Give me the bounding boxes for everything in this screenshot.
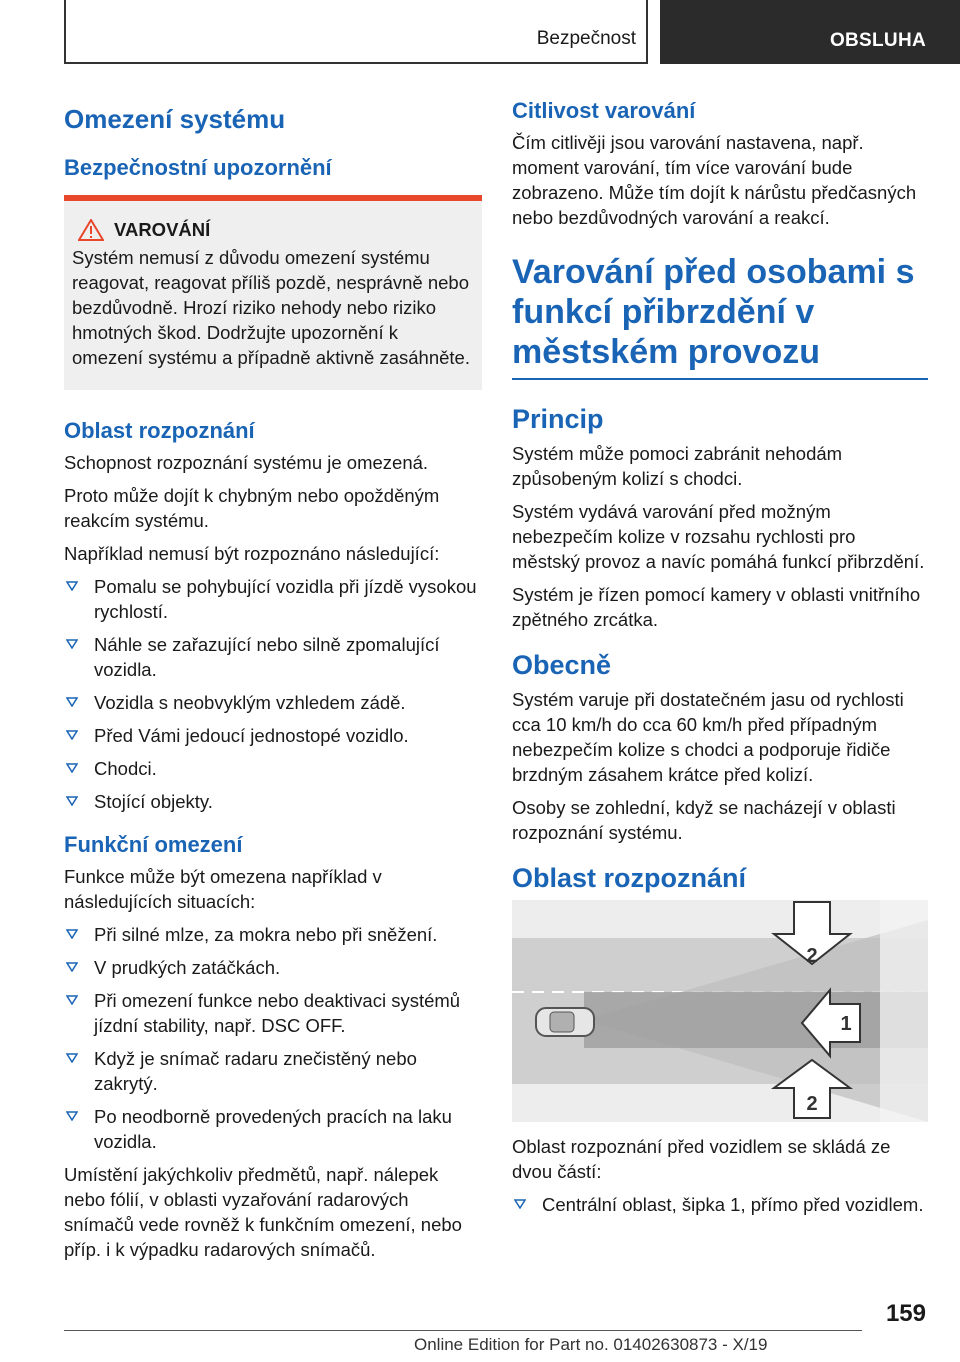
heading-functional-limits: Funkční omezení (64, 832, 243, 857)
right-column (512, 98, 928, 1225)
footer-divider (64, 1330, 862, 1331)
triangle-bullet-icon (66, 639, 78, 649)
triangle-bullet-icon (66, 1111, 78, 1121)
detection-area-figure (512, 900, 928, 1122)
warning-text: Systém nemusí z důvodu omezení systému reagovat, reagovat příliš pozdě, nesprávně nebo bezdůvodně. Hrozí riziko nehody nebo riziko hmotných škod. Dodržujte upozornění k omezení systému a případně aktivně zasáhněte. (72, 247, 470, 368)
triangle-bullet-icon (66, 581, 78, 591)
list-item: Náhle se zařazující nebo silně zpomalující vozidla. (64, 632, 482, 682)
paragraph: Schopnost rozpoznání systému je omezená. (64, 452, 429, 473)
triangle-bullet-icon (66, 763, 78, 773)
list-not-detected (64, 574, 482, 814)
header-tab-label: OBSLUHA (829, 30, 926, 51)
header-section-title: Bezpečnost (536, 28, 636, 49)
warning-label: VAROVÁNÍ (114, 219, 211, 240)
paragraph: Například nemusí být rozpoznáno následující: (64, 543, 440, 564)
list-item: Při omezení funkce nebo deaktivaci systémů jízdní stability, např. DSC OFF. (64, 988, 482, 1038)
left-column (64, 98, 482, 1270)
warning-icon (78, 219, 104, 241)
svg-text:1: 1 (840, 1013, 852, 1035)
paragraph: Systém varuje při dostatečném jasu od rychlosti cca 10 km/h do cca 60 km/h před případným nebezpečím kolize s chodci a podporuje řidiče brzdným zásahem krátce před kolizí. (512, 689, 904, 785)
paragraph: Systém může pomoci zabránit nehodám způsobeným kolizí s chodci. (512, 443, 843, 489)
list-item: Stojící objekty. (64, 789, 482, 814)
triangle-bullet-icon (66, 1053, 78, 1063)
heading-detection-area: Oblast rozpoznání (64, 418, 255, 443)
list-item: Před Vámi jedoucí jednostopé vozidlo. (64, 723, 482, 748)
triangle-bullet-icon (66, 962, 78, 972)
heading-general: Obecně (512, 650, 612, 680)
header-tab (660, 0, 960, 64)
list-item: Chodci. (64, 756, 482, 781)
triangle-bullet-icon (66, 730, 78, 740)
triangle-bullet-icon (66, 995, 78, 1005)
chapter-title-block (512, 252, 928, 380)
triangle-bullet-icon (514, 1199, 526, 1209)
triangle-bullet-icon (66, 697, 78, 707)
car-icon (536, 1008, 594, 1036)
paragraph: Systém je řízen pomocí kamery v oblasti vnitřního zpětného zrcátka. (512, 584, 921, 630)
list-item: Po neodborně provedených pracích na laku vozidla. (64, 1104, 482, 1154)
triangle-bullet-icon (66, 929, 78, 939)
paragraph: Funkce může být omezena například v následujících situacích: (64, 866, 382, 912)
warning-box (64, 195, 482, 390)
svg-text:2: 2 (806, 945, 818, 967)
list-item: Centrální oblast, šipka 1, přímo před vozidlem. (512, 1192, 928, 1217)
paragraph: Systém vydává varování před možným nebezpečím kolize v rozsahu rychlosti pro městský provoz a navíc pomáhá funkcí přibrzdění. (512, 501, 925, 572)
heading-principle: Princip (512, 404, 604, 434)
page-number: 159 (885, 1300, 926, 1327)
heading-detection-area-2: Oblast rozpoznání (512, 863, 747, 893)
paragraph: Umístění jakýchkoliv předmětů, např. nálepek nebo fólií, v oblasti vyzařování radarových snímačů vede rovněž k funkčním omezení, nebo příp. i k výpadku radarových snímačů. (64, 1164, 462, 1260)
heading-warning-sensitivity: Citlivost varování (512, 98, 696, 123)
list-item: Vozidla s neobvyklým vzhledem zádě. (64, 690, 482, 715)
list-item: Při silné mlze, za mokra nebo při sněžení. (64, 922, 482, 947)
chapter-title: Varování před osobami s funkcí přibrzdění v městském provozu (512, 253, 915, 371)
paragraph: Osoby se zohlední, když se nacházejí v oblasti rozpoznání systému. (512, 797, 896, 843)
list-areas (512, 1192, 928, 1217)
heading-safety-notes: Bezpečnostní upozornění (64, 155, 332, 180)
paragraph: Proto může dojít k chybným nebo opožděným reakcím systému. (64, 485, 440, 531)
figure-caption: Oblast rozpoznání před vozidlem se skládá ze dvou částí: (512, 1136, 891, 1182)
warning-title (72, 219, 474, 241)
list-item: Pomalu se pohybující vozidla při jízdě vysokou rychlostí. (64, 574, 482, 624)
triangle-bullet-icon (66, 796, 78, 806)
heading-system-limits: Omezení systému (64, 104, 286, 134)
list-item: V prudkých zatáčkách. (64, 955, 482, 980)
paragraph: Čím citlivěji jsou varování nastavena, např. moment varování, tím více varování bude zobrazeno. Může tím dojít k nárůstu předčasných nebo bezdůvodných varování a reakcí. (512, 132, 917, 228)
svg-text:2: 2 (806, 1093, 818, 1115)
list-situations (64, 922, 482, 1154)
footer-edition: Online Edition for Part no. 01402630873 - X/19 (414, 1335, 768, 1354)
list-item: Když je snímač radaru znečistěný nebo zakrytý. (64, 1046, 482, 1096)
